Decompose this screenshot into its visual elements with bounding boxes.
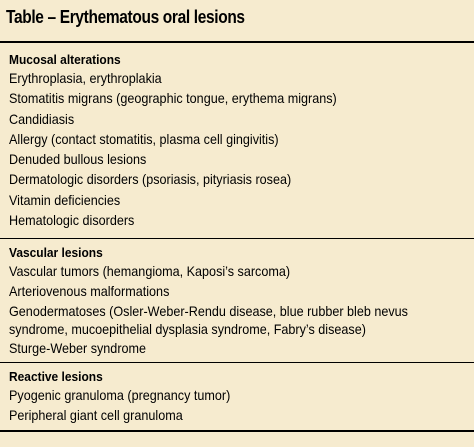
section-reactive-lesions [9, 369, 468, 426]
section-heading: Mucosal alterations [9, 52, 121, 67]
section-vascular-lesions [9, 245, 468, 358]
section-divider [0, 362, 474, 363]
list-item: Dermatologic disorders (psoriasis, pityriasis rosea) [9, 171, 292, 188]
list-item: Sturge-Weber syndrome [9, 339, 147, 356]
list-item: Candidiasis [9, 110, 75, 127]
list-item: Hematologic disorders [9, 212, 135, 229]
section-mucosal-alterations [9, 52, 468, 230]
section-heading: Vascular lesions [9, 245, 103, 260]
list-item: Arteriovenous malformations [9, 283, 170, 300]
list-item: Genodermatoses (Osler-Weber-Rendu disease, blue rubber bleb nevus [9, 302, 408, 319]
list-item: Vitamin deficiencies [9, 191, 121, 208]
table-title: Table – Erythematous oral lesions [6, 7, 245, 27]
list-item: Denuded bullous lesions [9, 151, 147, 168]
list-item-continued: syndrome, mucoepithelial dysplasia syndrome, Fabry’s disease) [9, 320, 366, 337]
list-item: Peripheral giant cell granuloma [9, 407, 183, 424]
list-item: Vascular tumors (hemangioma, Kaposi’s sarcoma) [9, 263, 291, 279]
list-item: Allergy (contact stomatitis, plasma cell gingivitis) [9, 130, 279, 147]
list-item: Erythroplasia, erythroplakia [9, 70, 162, 86]
title-divider [0, 41, 474, 43]
section-heading: Reactive lesions [9, 369, 103, 384]
table-bottom-rule [0, 430, 474, 432]
list-item: Pyogenic granuloma (pregnancy tumor) [9, 387, 231, 403]
section-divider [0, 238, 474, 239]
list-item: Stomatitis migrans (geographic tongue, erythema migrans) [9, 90, 337, 107]
